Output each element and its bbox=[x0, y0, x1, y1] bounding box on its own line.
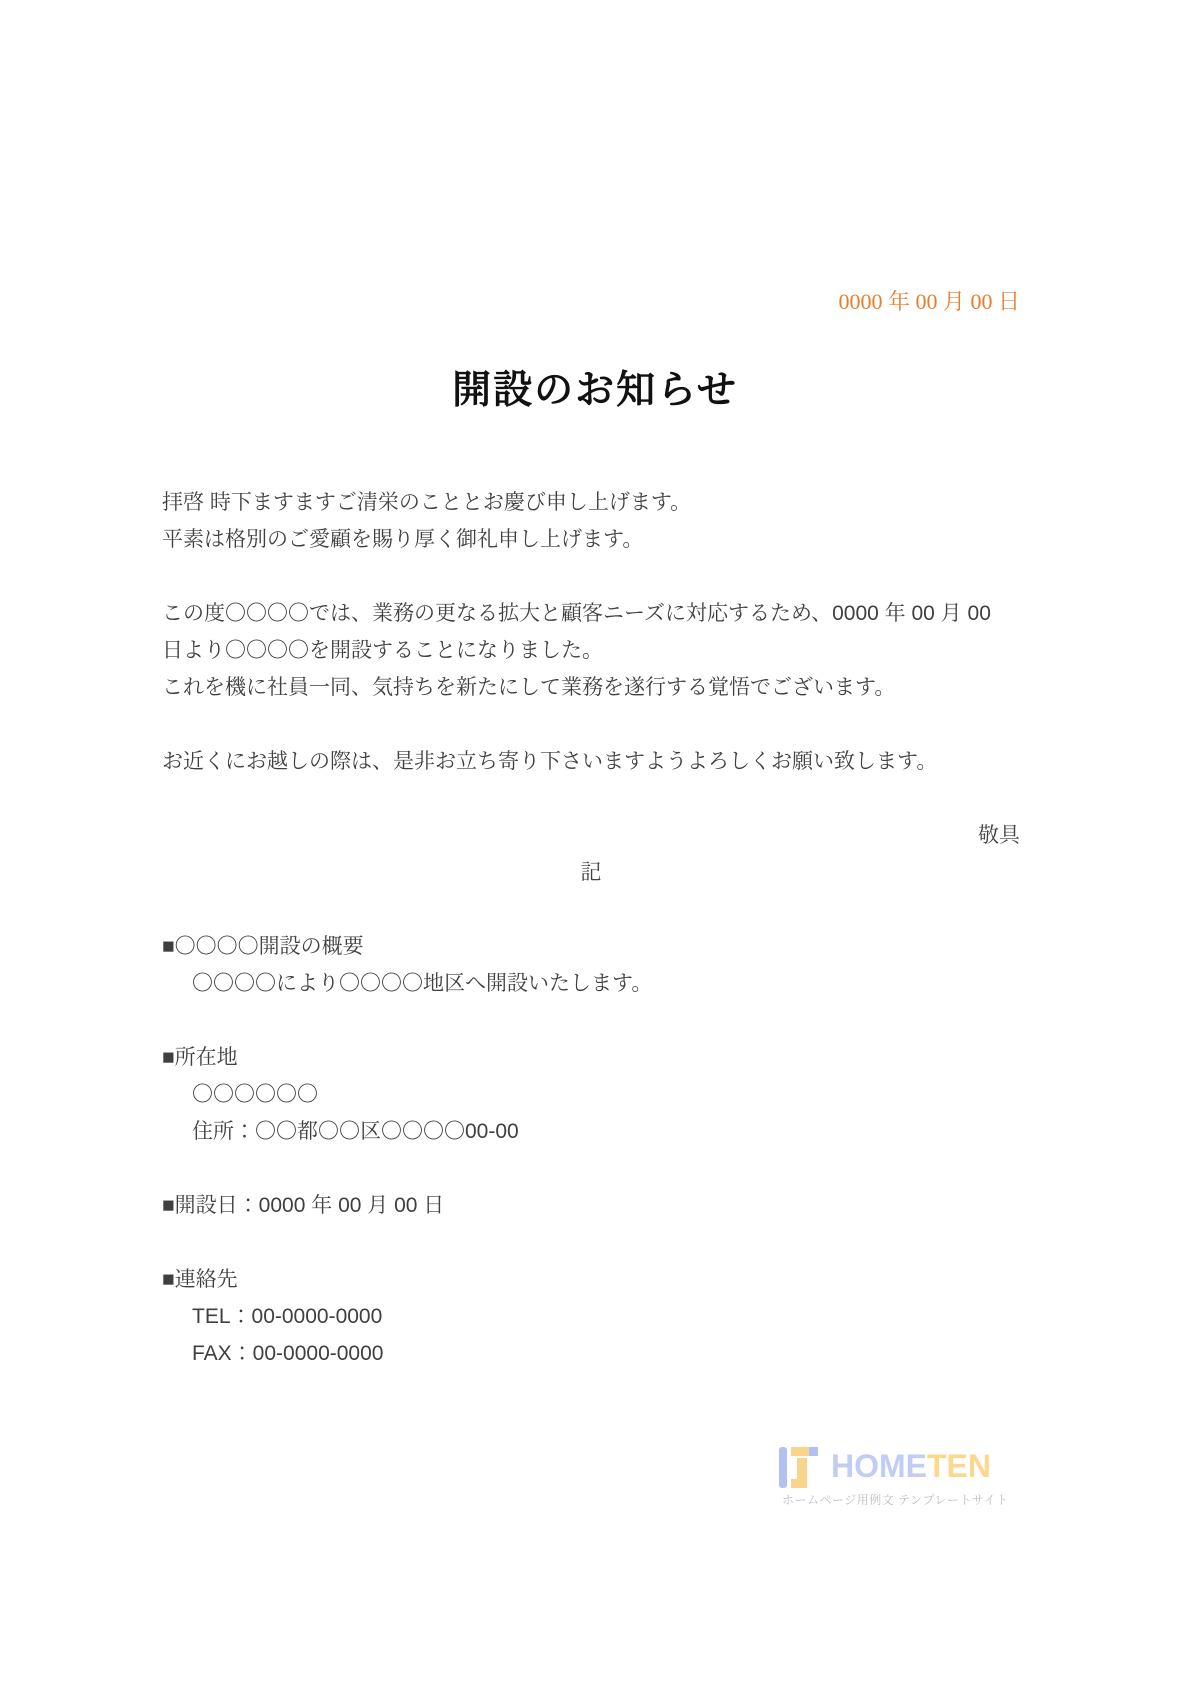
address-line: 住所：〇〇都〇〇区〇〇〇〇00-00 bbox=[192, 1120, 519, 1143]
spacer-line bbox=[162, 1002, 1020, 1039]
contact-tel-line: TEL：00-0000-0000 bbox=[192, 1305, 383, 1328]
hometen-wordmark bbox=[831, 1444, 991, 1488]
spacer-line bbox=[162, 1224, 1020, 1261]
spacer-line bbox=[162, 780, 1020, 817]
hometen-logo bbox=[778, 1444, 1009, 1508]
greeting-line-1: 拝啓 時下ますますご清栄のこととお慶び申し上げます。 bbox=[162, 491, 692, 514]
contact-fax-line: FAX：00-0000-0000 bbox=[192, 1342, 384, 1365]
brand-ten-text: TEN bbox=[927, 1448, 991, 1484]
overview-text: 〇〇〇〇により〇〇〇〇地区へ開設いたします。 bbox=[192, 972, 653, 995]
body-paragraph-line-2: 日より〇〇〇〇を開設することになりました。 bbox=[162, 639, 603, 662]
spacer-line bbox=[162, 706, 1020, 743]
spacer-line bbox=[162, 558, 1020, 595]
hometen-logo-row bbox=[778, 1444, 1009, 1490]
document-date: 0000 年 00 月 00 日 bbox=[838, 289, 1020, 314]
body-paragraph-line-1: この度〇〇〇〇では、業務の更なる拡大と顧客ニーズに対応するため、0000 年 00 月 00 bbox=[162, 602, 991, 625]
overview-heading: ■〇〇〇〇開設の概要 bbox=[162, 935, 364, 958]
record-marker-ki: 記 bbox=[580, 861, 602, 884]
closing-keigu: 敬具 bbox=[978, 824, 1020, 847]
spacer-line bbox=[162, 891, 1020, 928]
body-paragraph-line-3: これを機に社員一同、気持ちを新たにして業務を遂行する覚悟でございます。 bbox=[162, 676, 896, 699]
opening-date-line: ■開設日：0000 年 00 月 00 日 bbox=[162, 1194, 445, 1217]
address-name: 〇〇〇〇〇〇 bbox=[192, 1083, 318, 1106]
body-paragraph-2: お近くにお越しの際は、是非お立ち寄り下さいますようよろしくお願い致します。 bbox=[162, 750, 938, 773]
greeting-line-2: 平素は格別のご愛顧を賜り厚く御礼申し上げます。 bbox=[162, 528, 644, 551]
brand-home-text: HOME bbox=[831, 1448, 927, 1484]
spacer-line bbox=[162, 1150, 1020, 1187]
page-title: 開設のお知らせ bbox=[452, 369, 738, 413]
hometen-logo-icon bbox=[778, 1444, 822, 1490]
contact-heading: ■連絡先 bbox=[162, 1268, 238, 1291]
letter-body bbox=[162, 484, 1020, 1372]
address-heading: ■所在地 bbox=[162, 1046, 238, 1069]
hometen-tagline: ホームページ用例文 テンプレートサイト bbox=[782, 1493, 1009, 1507]
